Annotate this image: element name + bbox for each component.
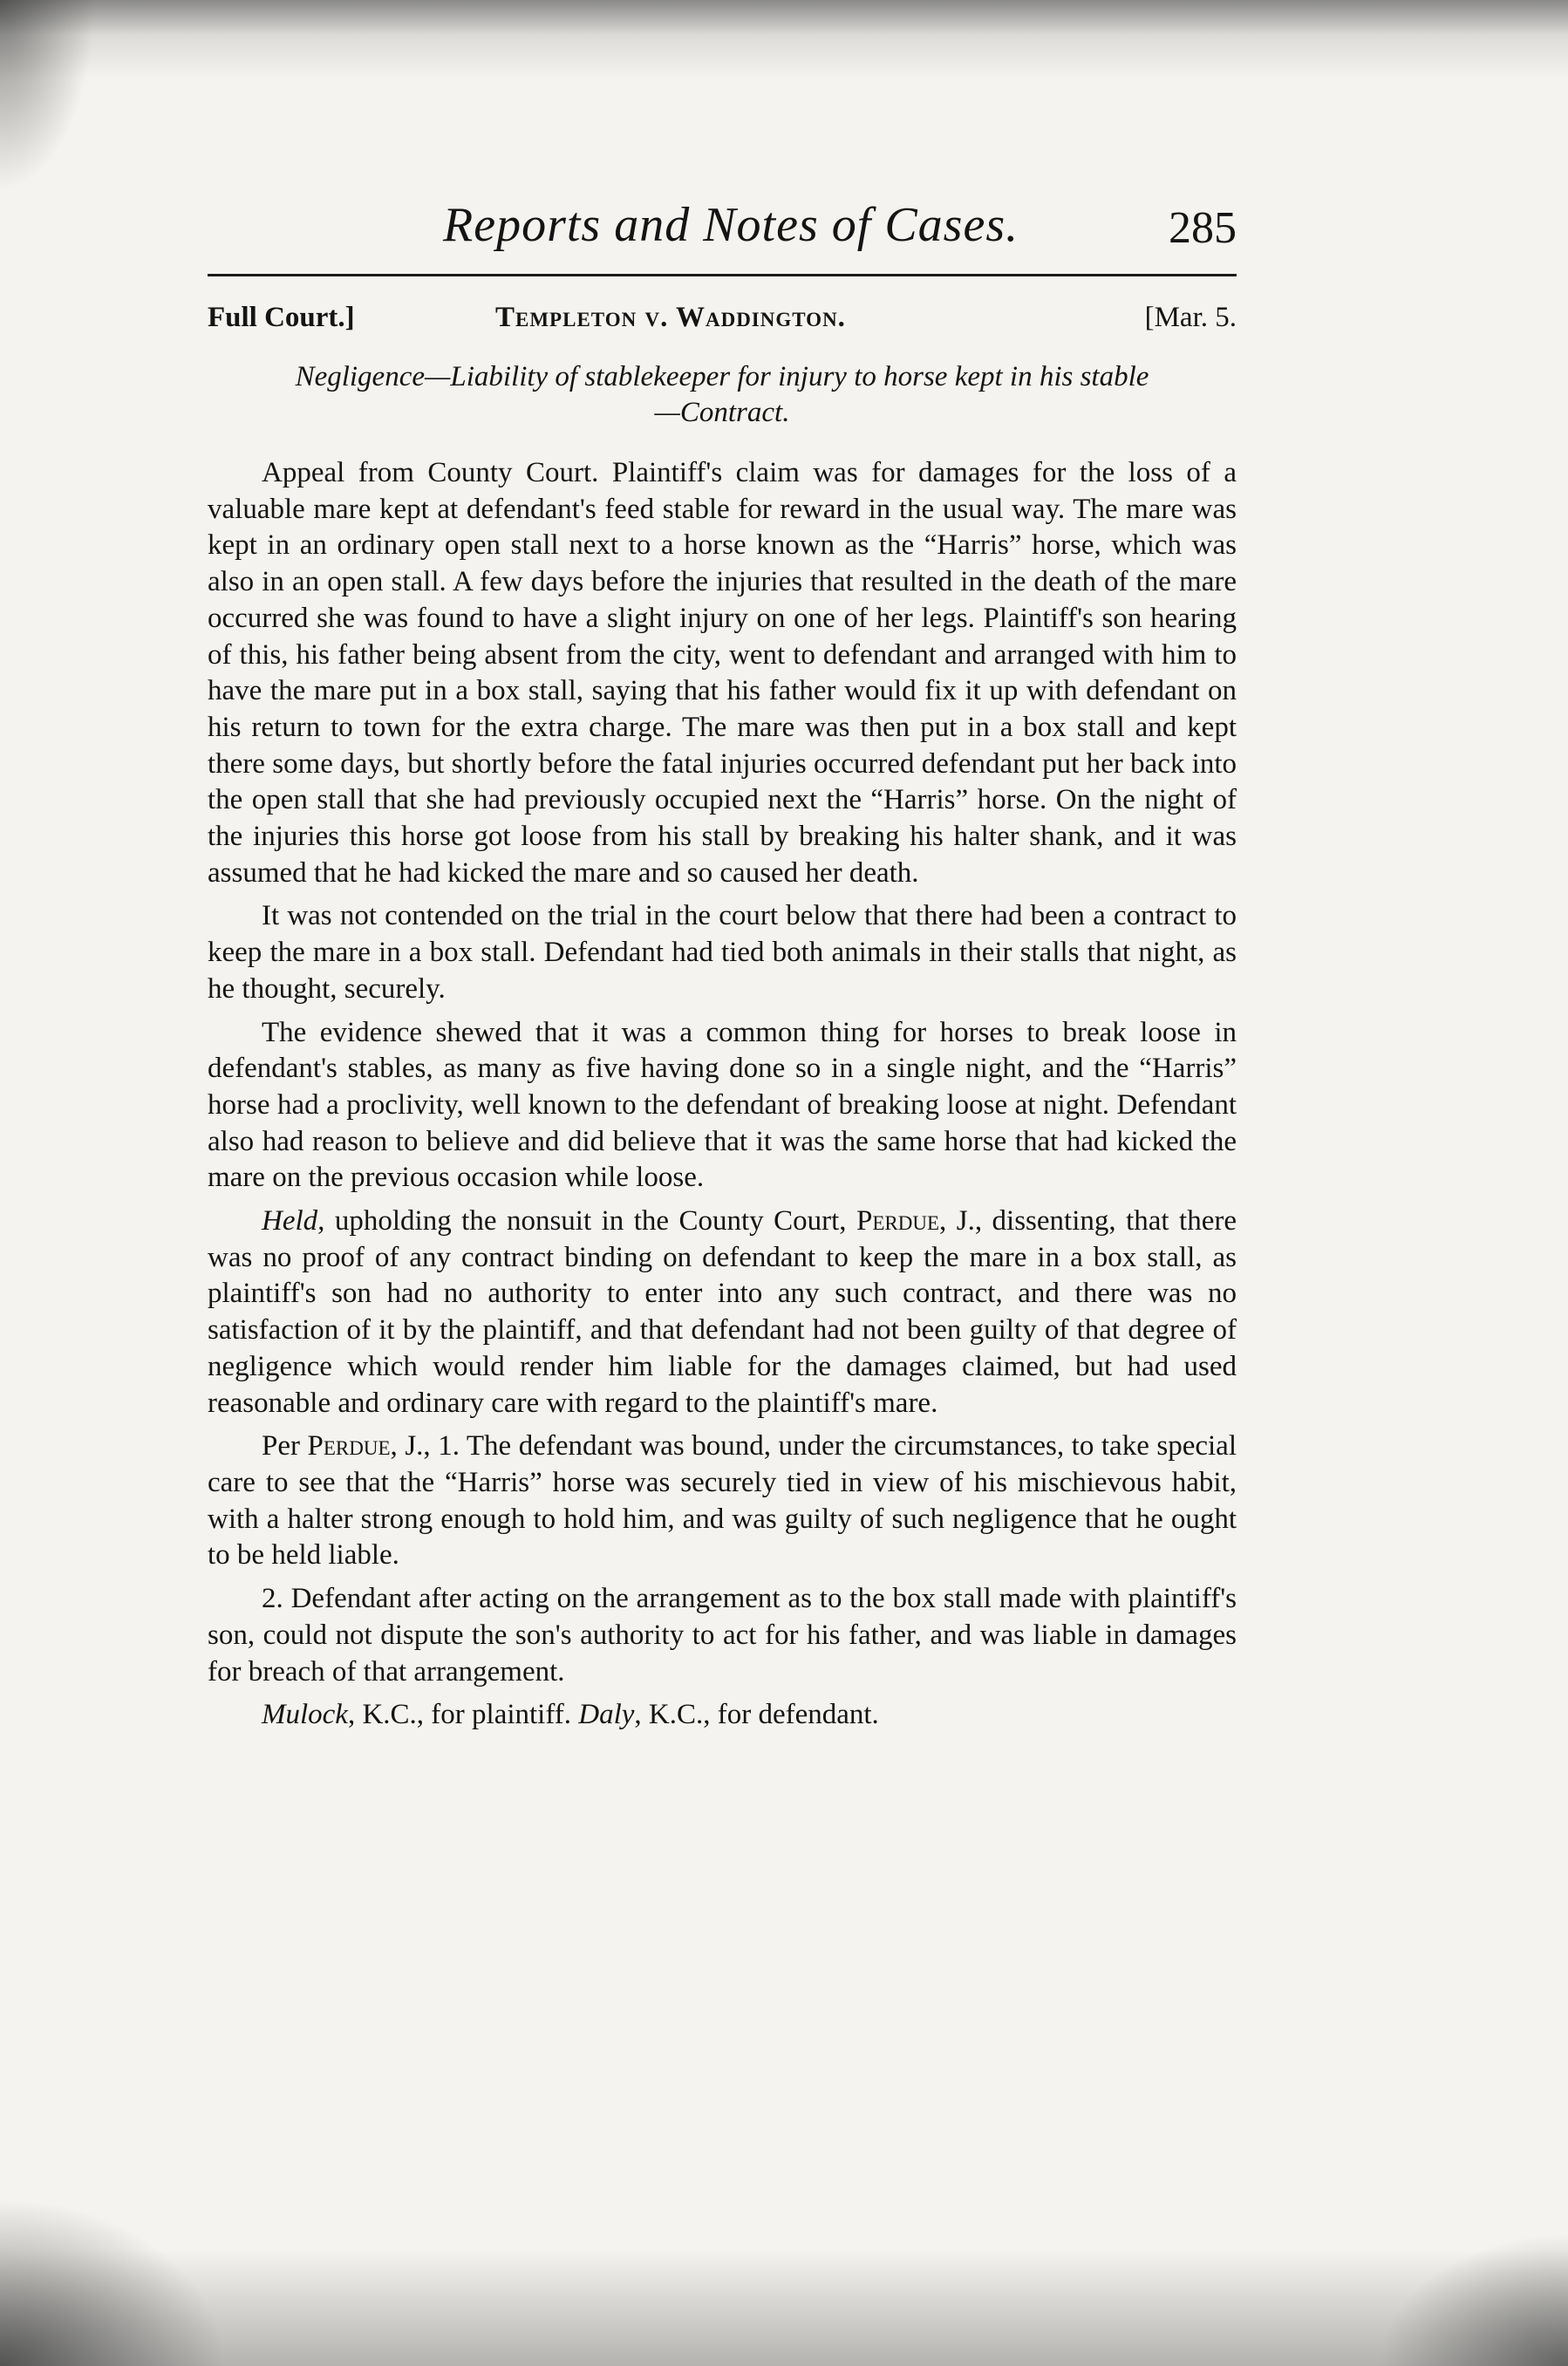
paragraph-counsel [208,1697,1237,1734]
paragraph-dissent-2: 2. Defendant after acting on the arrangement as to the box stall made with plaintiff's son, could not dispute the son's authority to act for his father, and was liable in damages for breach of that arrangement. [208,1583,1237,1688]
paragraph-evidence: The evidence shewed that it was a common thing for horses to break loose in defendant's stables, as many as five having done so in a single night, and the “Harris” horse had a proclivity, well known to the defendant of breaking loose at night. Defendant also had reason to believe and did believe that it was the same horse that had kicked the mare on the previous occasion while loose. [208,1016,1237,1194]
scan-shadow-top [0,0,1568,78]
counsel-plaintiff-role: , K.C., for plaintiff. [347,1699,579,1731]
held-judge: Perdue [856,1205,940,1238]
case-line [208,302,1237,345]
headnote-line-1: Negligence—Liability of stablekeeper for injury to horse kept in his stable [295,361,1149,392]
running-title: Reports and Notes of Cases. [443,198,1019,252]
counsel-plaintiff-name: Mulock [262,1699,348,1731]
scan-shadow-bottom-left [0,2198,227,2366]
dissent-text-1: , J., 1. The defendant was bound, under the circumstances, to take special care to see that the “Harris” horse was securely tied in view of his mischievous habit, with a halter strong enough to hold him, and was guilty of such negligence that he ought to be held liable. [208,1430,1237,1572]
headnote [208,359,1237,431]
scan-shadow-bottom [0,2250,1568,2366]
page-number: 285 [1169,203,1237,253]
scan-shadow-bottom-right [1378,2233,1568,2366]
court-label: Full Court.] [208,302,355,333]
paragraph-trial: It was not contended on the trial in the court below that there had been a contract to keep the mare in a box stall. Defendant had tied both animals in their stalls that night, as he thought, securely. [208,900,1237,1005]
paragraph-facts: Appeal from County Court. Plaintiff's claim was for damages for the loss of a valuable mare kept at defendant's feed stable for reward in the usual way. The mare was kept in an ordinary open stall next to a horse known as the “Harris” horse, which was also in an open stall. A few days before the injuries that resulted in the death of the mare occurred she was found to have a slight injury on one of her legs. Plaintiff's son hearing of this, his father being absent from the city, went to defendant and arranged with him to have the mare put in a box stall, saying that his father would fix it up with defendant on his return to town for the extra charge. The mare was then put in a box stall and kept there some days, but shortly before the fatal injuries occurred defendant put her back into the open stall that she had previously occupied next the “Harris” horse. On the night of the injuries this horse got loose from his stall by breaking his halter shank, and it was assumed that he had kicked the mare and so caused her death. [208,457,1237,889]
case-body [208,455,1237,1741]
per-label: Per [262,1430,308,1463]
case-date: [Mar. 5. [1144,302,1237,333]
held-text-b: , J., dissenting, that there was no proof of any contract binding on defendant to keep the mare in a box stall, as plaintiff's son had no authority to enter into any such contract, and there was no satisfaction of it by the plaintiff, and that defendant had not been guilty of that degree of negligence which would render him liable for the damages claimed, but had used reasonable and ordinary care with regard to the plaintiff's mare. [208,1205,1237,1419]
headnote-line-2: —Contract. [654,397,790,428]
case-name: Templeton v. Waddington. [495,302,846,333]
held-label: Held, [262,1205,325,1238]
running-head [208,197,1237,267]
scan-shadow-top-left [0,0,96,192]
held-text-a: upholding the nonsuit in the County Court, [324,1205,857,1238]
counsel-defendant-role: , K.C., for defendant. [634,1699,879,1731]
paragraph-held [208,1203,1237,1422]
counsel-defendant-name: Daly [578,1699,635,1731]
header-rule [208,274,1237,276]
paragraph-dissent-1 [208,1428,1237,1574]
dissent-judge: Perdue [307,1430,391,1463]
